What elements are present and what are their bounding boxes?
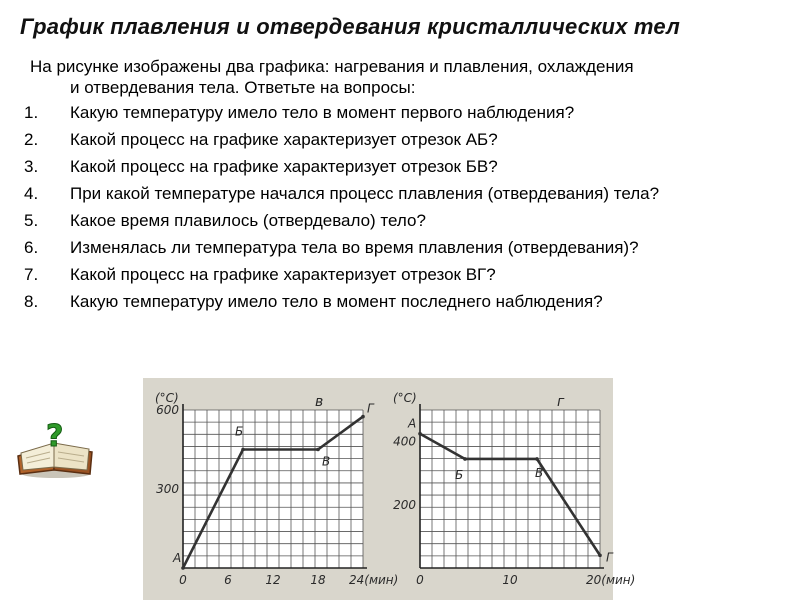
- intro-line-2: и отвердевания тела. Ответьте на вопросы:: [70, 78, 416, 97]
- data-point: [418, 432, 422, 436]
- y-axis-label: (°C): [155, 391, 179, 405]
- question-item: [24, 156, 794, 177]
- question-text: Какой процесс на графике характеризует отрезок АБ?: [70, 130, 498, 149]
- question-number: 8.: [24, 292, 39, 311]
- question-text: Какое время плавилось (отвердевало) тело?: [70, 211, 426, 230]
- data-point: [316, 448, 320, 452]
- x-tick-label: 0: [179, 573, 187, 587]
- intro-text: [30, 56, 790, 98]
- question-text: Изменялась ли температура тела во время плавления (отвердевания)?: [70, 238, 639, 257]
- point-label: В: [535, 465, 544, 480]
- panel-label: в: [315, 394, 324, 410]
- x-tick-label: 6: [224, 573, 232, 587]
- y-tick-label: 200: [393, 497, 416, 512]
- question-text: При какой температуре начался процесс плавления (отвердевания) тела?: [70, 184, 660, 203]
- question-item: [24, 102, 794, 123]
- question-item: [24, 183, 794, 204]
- question-number: 3.: [24, 157, 39, 176]
- question-item: [24, 129, 794, 150]
- charts-panel: [143, 378, 636, 600]
- y-tick-label: 400: [393, 434, 416, 449]
- question-text: Какую температуру имело тело в момент последнего наблюдения?: [70, 292, 603, 311]
- question-text: Какой процесс на графике характеризует отрезок ВГ?: [70, 265, 496, 284]
- intro-line-1: На рисунке изображены два графика: нагревания и плавления, охлаждения: [30, 57, 634, 76]
- point-label: Б: [235, 424, 244, 439]
- question-list: [24, 102, 794, 318]
- x-tick-label: 0: [416, 573, 424, 587]
- data-point: [535, 457, 539, 461]
- point-label: Г: [606, 550, 613, 565]
- question-number: 7.: [24, 265, 39, 284]
- question-number: 6.: [24, 238, 39, 257]
- question-item: [24, 264, 794, 285]
- data-point: [241, 448, 245, 452]
- x-tick-label: 18: [310, 573, 326, 587]
- question-number: 5.: [24, 211, 39, 230]
- point-label: В: [322, 454, 331, 469]
- x-tick-label: 10: [502, 573, 518, 587]
- panel-label: г: [557, 394, 565, 410]
- data-point: [463, 457, 467, 461]
- point-label: Б: [455, 467, 464, 482]
- y-axis-label: (°C): [393, 391, 417, 405]
- book-question-icon: [14, 420, 96, 480]
- question-item: [24, 237, 794, 258]
- question-text: Какую температуру имело тело в момент первого наблюдения?: [70, 103, 575, 122]
- question-item: [24, 291, 794, 312]
- question-text: Какой процесс на графике характеризует отрезок БВ?: [70, 157, 498, 176]
- y-tick-label: 600: [156, 403, 179, 417]
- question-number: 4.: [24, 184, 39, 203]
- data-point: [181, 566, 185, 570]
- page-title: График плавления и отвердевания кристаллических тел: [20, 14, 680, 39]
- point-label: А: [173, 551, 182, 565]
- question-item: [24, 210, 794, 231]
- data-point: [598, 554, 602, 558]
- charts-svg: [143, 378, 636, 600]
- point-label: Г: [367, 401, 374, 416]
- x-axis-label: 24(мин): [349, 573, 399, 587]
- y-tick-label: 300: [156, 482, 179, 496]
- svg-text:?: ?: [46, 419, 64, 454]
- plot-area: [420, 410, 600, 568]
- point-label: А: [408, 416, 417, 431]
- data-point: [361, 415, 365, 419]
- question-number: 1.: [24, 103, 39, 122]
- plot-area: [183, 410, 363, 568]
- question-number: 2.: [24, 130, 39, 149]
- x-tick-label: 12: [265, 573, 281, 587]
- x-axis-label: 20(мин): [586, 573, 636, 587]
